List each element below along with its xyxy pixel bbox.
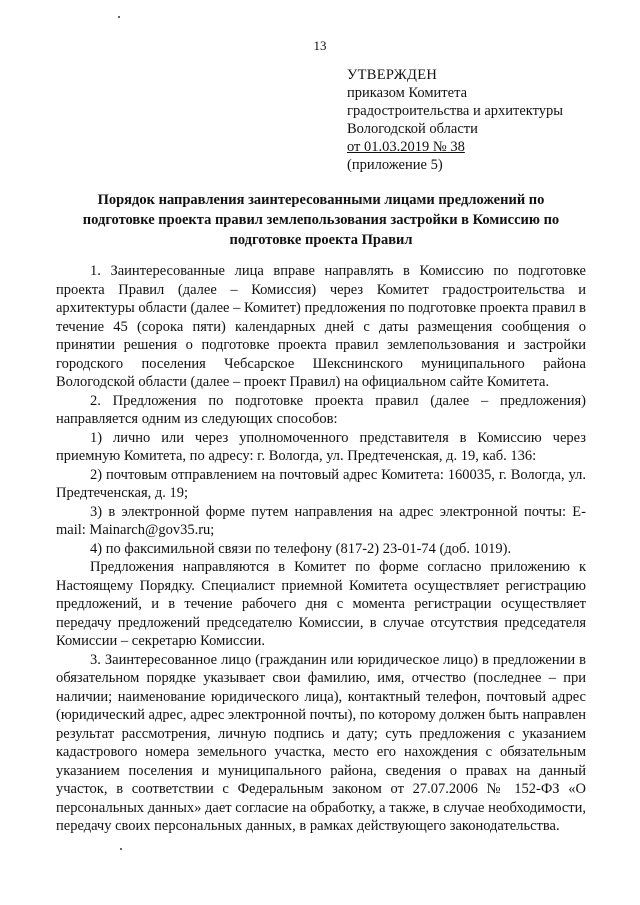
approval-order-line: приказом Комитета: [347, 85, 468, 101]
approval-appendix-line: (приложение 5): [347, 157, 443, 173]
approval-date-line: от 01.03.2019 № 38: [347, 139, 465, 155]
approval-heading: УТВЕРЖДЕН: [347, 67, 438, 83]
paragraph-submission: Предложения направляются в Комитет по форме согласно приложению к Настоящему Порядку. Специалист приемной Комитета осуществляет регистрацию предложений, и в течение рабочего дня с момента регистрации осуществляет передачу предложений председателю Комиссии, в случае отсутствия председателя Комиссии – секретарю Комиссии.: [56, 559, 586, 649]
paragraph-method-2: 2) почтовым отправлением на почтовый адрес Комитета: 160035, г. Вологда, ул. Предтеченская, д. 19;: [56, 466, 586, 501]
approval-region-line: Вологодской области: [347, 121, 478, 137]
paragraph-method-1: 1) лично или через уполномоченного представителя в Комиссию через приемную Комитета, по адресу: г. Вологда, ул. Предтеченская, д. 19, каб. 136:: [56, 429, 586, 464]
scan-artifact-top: [118, 16, 120, 18]
paragraph-1: 1. Заинтересованные лица вправе направлять в Комиссию по подготовке проекта Правил (далее – Комиссия) через Комитет градостроительства и архитектуры области (далее – Комитет) предложения по подготовке проекта правил в течение 45 (сорока пяти) календарных дней с даты размещения сообщения о принятии решения о подготовке проекта правил землепользования и застройки городского поселения Чебсарское Шекснинского муниципального района Вологодской области (далее – проект Правил) на официальном сайте Комитета.: [56, 263, 586, 390]
paragraph-3: 3. Заинтересованное лицо (гражданин или юридическое лицо) в предложении в обязательном порядке указывает свои фамилию, имя, отчество (последнее – при наличии; наименование юридического лица), контактный телефон, почтовый адрес (юридический адрес, адрес электронной почты), по которому должен быть направлен результат рассмотрения, личную подпись и дату; суть предложения с указанием кадастрового номера земельного участка, место его нахождения с обязательным указанием поселения и муниципального района, сведения о правах на данный участок, в соответствии с Федеральным законом от 27.07.2006 № 152-ФЗ «О персональных данных» дает согласие на обработку, а также, в случае необходимости, передачу своих персональных данных, в рамках действующего законодательства.: [56, 651, 586, 834]
scan-artifact-bottom: [120, 848, 122, 850]
page-number: 13: [313, 38, 327, 53]
approval-committee-line: градостроительства и архитектуры: [347, 103, 564, 119]
paragraph-2: 2. Предложения по подготовке проекта правил (далее – предложения) направляется одним из следующих способов:: [56, 392, 586, 427]
paragraph-method-3: 3) в электронной форме путем направления на адрес электронной почты: E-mail: Mainarch@gov35.ru;: [56, 503, 586, 538]
title-line-2: подготовке проекта правил землепользования застройки в Комиссию по: [82, 212, 560, 228]
paragraph-method-4: 4) по факсимильной связи по телефону (817-2) 23-01-74 (доб. 1019).: [90, 540, 512, 557]
document-body: [56, 262, 586, 836]
title-line-3: подготовке проекта Правил: [229, 232, 413, 248]
title-line-1: Порядок направления заинтересованными лицами предложений по: [97, 192, 545, 208]
document-title: [56, 190, 586, 250]
approval-block: [347, 66, 607, 174]
